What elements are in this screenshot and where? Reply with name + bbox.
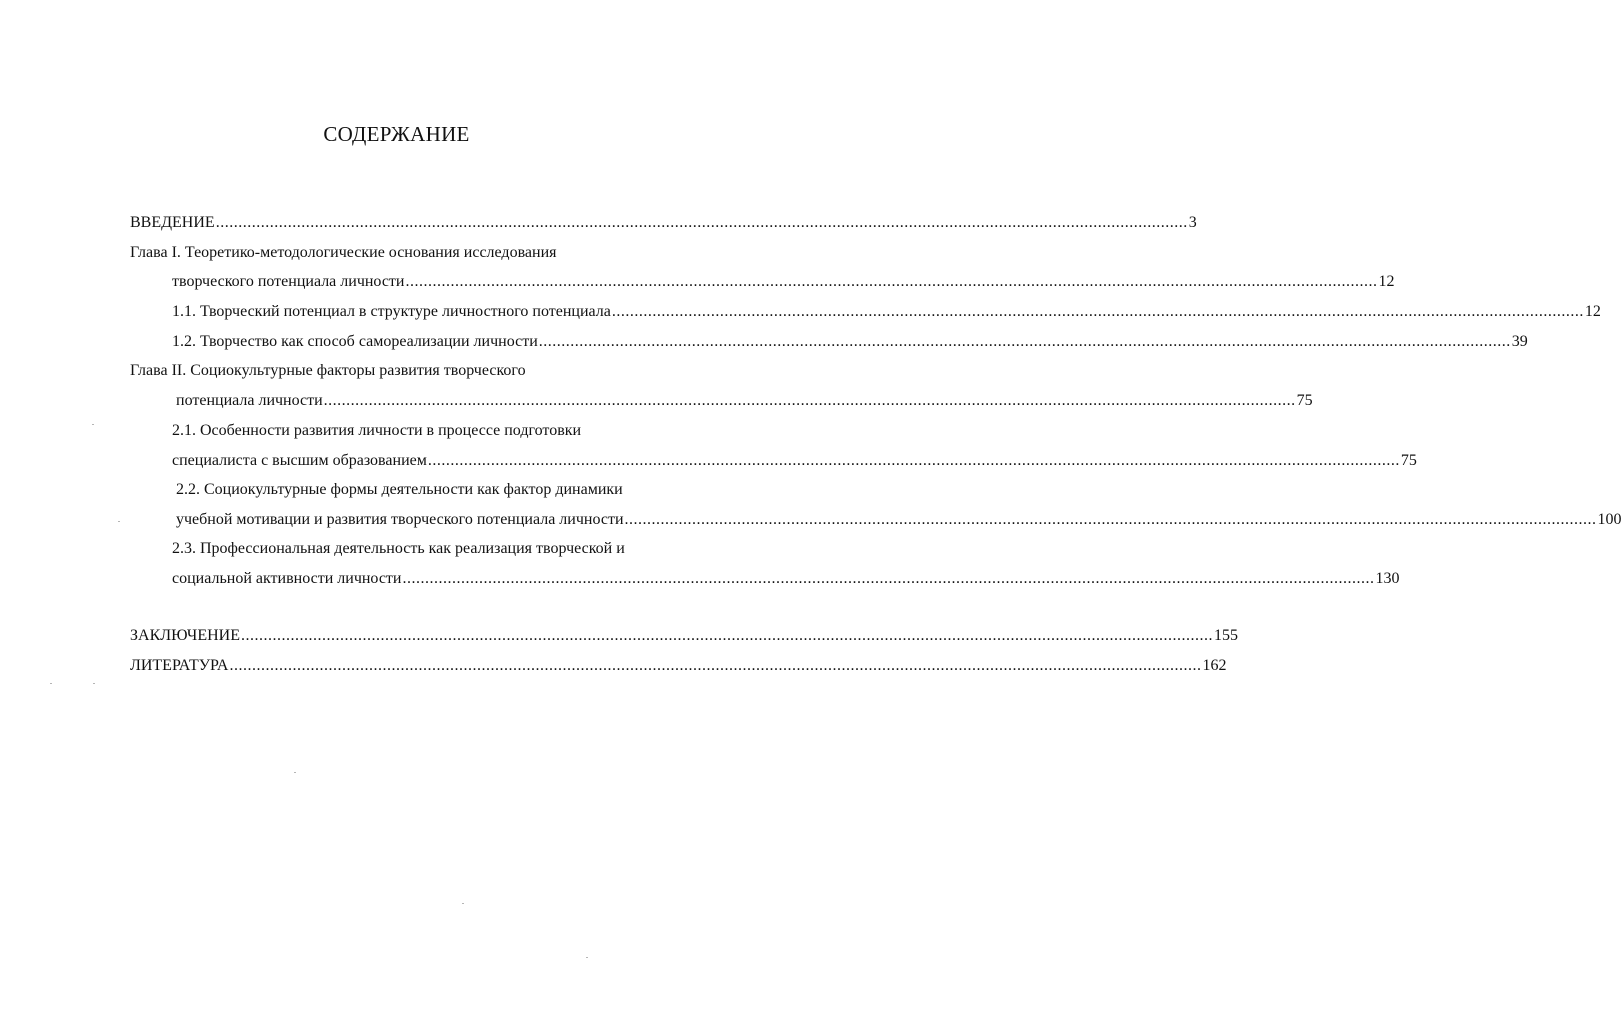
leader-dots: ........................................................................................................................................................................................................................ [215,214,1188,231]
scan-speck [93,683,95,684]
toc-entry-section-2-1 [172,450,1417,472]
toc-entry-section-2-3 [172,568,1400,590]
scan-speck [294,772,296,773]
toc-section-2-2-title: 2.2. Социокультурные формы деятельности как фактор динамики [176,481,623,498]
toc-section-2-1-title: 2.1. Особенности развития личности в процессе подготовки [172,422,582,439]
toc-entry-chapter-2 [176,390,1313,412]
scan-speck [586,957,588,958]
toc-page-number: 3 [1188,214,1197,231]
toc-entry-title: ЛИТЕРАТУРА [130,657,229,674]
toc-entry-section-1-1 [172,301,1601,323]
toc-page-number: 12 [1584,303,1601,320]
toc-entry-title: учебной мотивации и развития творческого потенциала личности [176,511,624,528]
toc-page-number: 155 [1213,627,1238,644]
toc-page-number: 162 [1202,657,1227,674]
toc-entry-title: 1.1. Творческий потенциал в структуре личностного потенциала [172,303,611,320]
toc-entry-title: специалиста с высшим образованием [172,452,427,469]
scan-speck [118,521,120,522]
toc-entry-intro [130,212,1197,234]
toc-entry-section-1-2 [172,331,1528,353]
leader-dots: ........................................................................................................................................................................................................................ [323,392,1296,409]
toc-page-number: 130 [1375,570,1400,587]
toc-entry-literature [130,655,1227,677]
toc-entry-title: потенциала личности [176,392,323,409]
toc-chapter-2-title: Глава II. Социокультурные факторы развития творческого [130,362,526,379]
leader-dots: ........................................................................................................................................................................................................................ [427,452,1400,469]
toc-chapter-1-title: Глава I. Теоретико-методологические основания исследования [130,244,557,261]
toc-entry-title: 1.2. Творчество как способ самореализации личности [172,333,538,350]
leader-dots: ........................................................................................................................................................................................................................ [611,303,1584,320]
toc-entry-title: ВВЕДЕНИЕ [130,214,215,231]
toc-entry-title: социальной активности личности [172,570,402,587]
toc-entry-title: творческого потенциала личности [172,273,405,290]
toc-page-number: 75 [1296,392,1313,409]
scan-speck [92,424,94,425]
leader-dots: ........................................................................................................................................................................................................................ [402,570,1375,587]
leader-dots: ........................................................................................................................................................................................................................ [624,511,1597,528]
toc-entry-section-2-2 [176,509,1622,531]
leader-dots: ........................................................................................................................................................................................................................ [240,627,1213,644]
scan-speck [50,683,52,684]
toc-entry-chapter-1 [172,271,1395,293]
toc-page-number: 75 [1400,452,1417,469]
toc-entry-conclusion [130,625,1238,647]
page-title: СОДЕРЖАНИЕ [323,122,470,146]
leader-dots: ........................................................................................................................................................................................................................ [229,657,1202,674]
leader-dots: ........................................................................................................................................................................................................................ [538,333,1511,350]
leader-dots: ........................................................................................................................................................................................................................ [405,273,1378,290]
toc-page-number: 12 [1378,273,1395,290]
toc-section-2-3-title: 2.3. Профессиональная деятельность как реализация творческой и [172,540,625,557]
scan-speck [462,903,464,904]
toc-page-number: 100 [1597,511,1622,528]
toc-page-number: 39 [1511,333,1528,350]
toc-entry-title: ЗАКЛЮЧЕНИЕ [130,627,240,644]
